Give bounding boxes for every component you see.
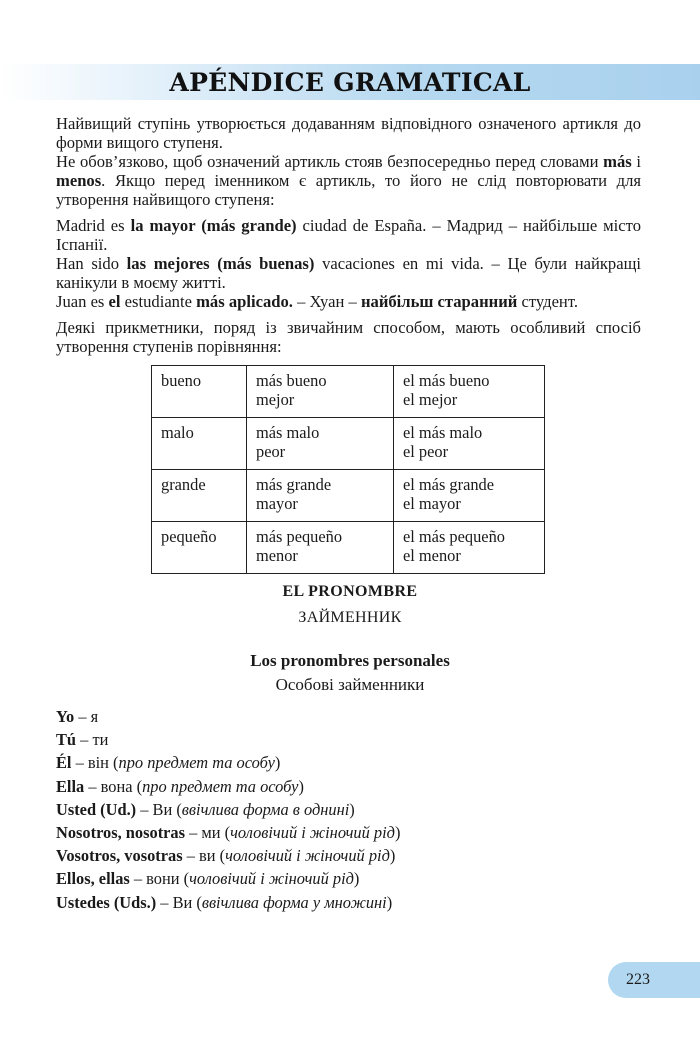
intro-paragraph-1: Найвищий ступінь утворюється додаванням відповідного означеного артикля до форми вищого ступеня. [56, 114, 641, 152]
list-item: Tú – ти [56, 730, 109, 750]
list-item: Yo – я [56, 707, 99, 726]
table-cell-comparative: más malo peor [247, 418, 394, 470]
table-row [152, 522, 545, 574]
list-item: Nosotros, nosotras – ми (чоловічий і жіночий рід) [56, 823, 401, 843]
list-item: Él – він (про предмет та особу) [56, 753, 281, 773]
list-item: Ellos, ellas – вони (чоловічий і жіночий рід) [56, 869, 360, 889]
table-cell-comparative: más grande mayor [247, 470, 394, 522]
section-subtitle: ЗАЙМЕННИК [298, 609, 402, 626]
example-3: Juan es el estudiante más aplicado. – Хуан – найбільш старанний студент. [56, 292, 578, 311]
example-2: Han sido las mejores (más buenas) vacaciones en mi vida. – Це були найкращі канікули в моєму житті. [56, 254, 641, 292]
table-cell-base: malo [152, 418, 247, 470]
irregular-intro: Деякі прикметники, поряд із звичайним способом, мають особливий спосіб утворення ступенів порівняння: [56, 318, 641, 356]
table-row [152, 418, 545, 470]
list-item: Ella – вона (про предмет та особу) [56, 776, 304, 796]
list-item: Vosotros, vosotras – ви (чоловічий і жіночий рід) [56, 846, 396, 866]
table-cell-comparative: más pequeño menor [247, 522, 394, 574]
subsection-title: Los pronombres personales [250, 651, 450, 670]
comparison-table [151, 365, 545, 574]
table-cell-superlative: el más grande el mayor [394, 470, 545, 522]
table-cell-base: grande [152, 470, 247, 522]
list-item: Ustedes (Uds.) – Ви (ввічлива форма у множині) [56, 892, 393, 912]
table-cell-base: bueno [152, 366, 247, 418]
page-number: 223 [626, 971, 650, 988]
intro-section [56, 114, 641, 356]
table-cell-superlative: el más bueno el mejor [394, 366, 545, 418]
table-row [152, 470, 545, 522]
section-title: EL PRONOMBRE [282, 583, 418, 600]
table-cell-superlative: el más pequeño el menor [394, 522, 545, 574]
example-1: Madrid es la mayor (más grande) ciudad de España. – Мадрид – найбільше місто Іспанії. [56, 216, 641, 254]
page-title: APÉNDICE GRAMATICAL [169, 68, 531, 97]
list-item: Usted (Ud.) – Ви (ввічлива форма в однині) [56, 799, 355, 819]
pronoun-list [56, 705, 400, 914]
intro-paragraph-2: Не обов’язково, щоб означений артикль стояв безпосередньо перед словами más і menos. Якщо перед іменником є артикль, то його не слід повторювати для утворення найвищого ступеня: [56, 152, 641, 209]
table-cell-comparative: más bueno mejor [247, 366, 394, 418]
table-row [152, 366, 545, 418]
table-cell-superlative: el más malo el peor [394, 418, 545, 470]
subsection-subtitle: Особові займенники [275, 675, 425, 694]
table-cell-base: pequeño [152, 522, 247, 574]
